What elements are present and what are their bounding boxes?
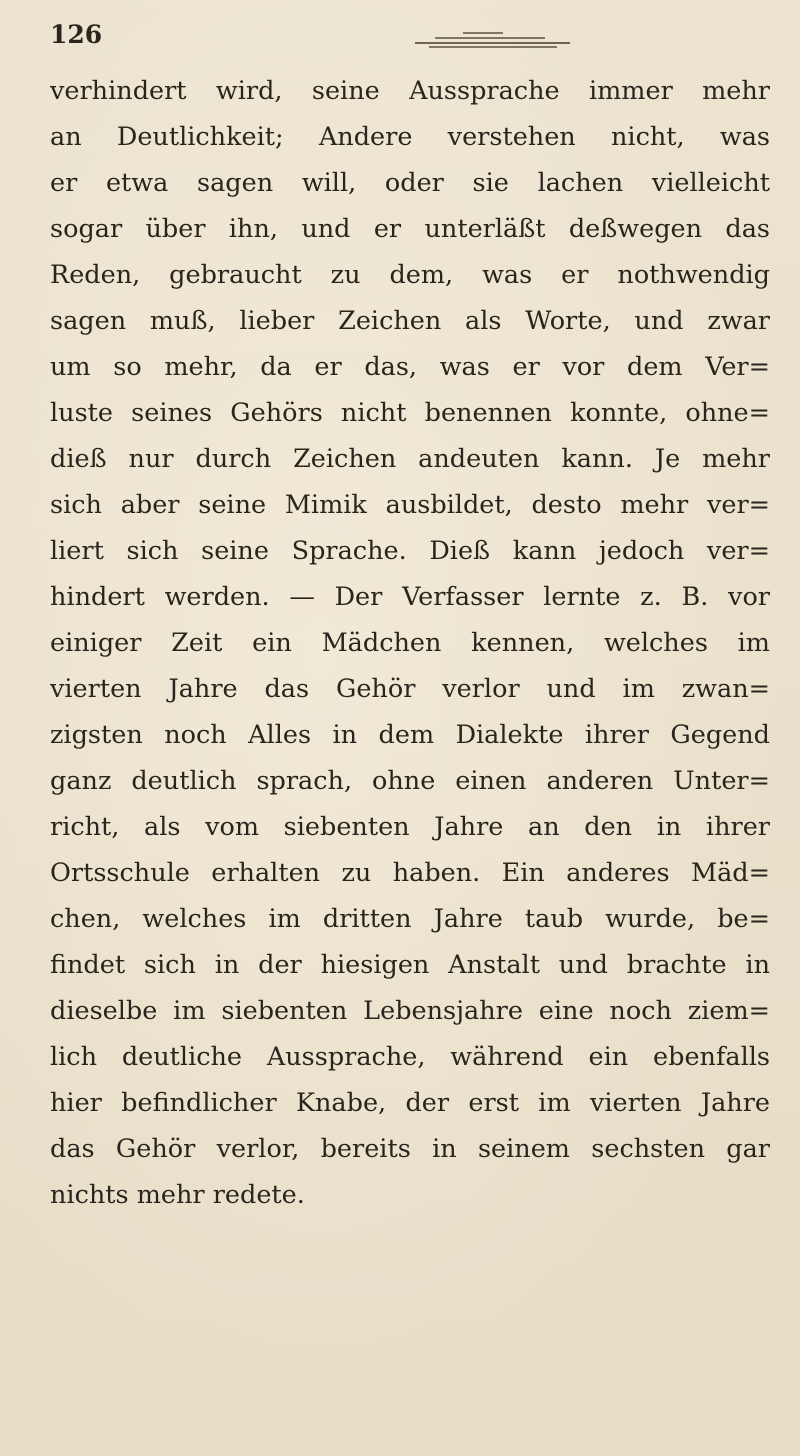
text-line: sagen muß, lieber Zeichen als Worte, und zwar: [50, 306, 770, 336]
text-line: chen, welches im dritten Jahre taub wurde, be=: [50, 904, 770, 934]
text-line: um so mehr, da er das, was er vor dem Ver=: [50, 352, 770, 382]
page-number: 126: [50, 20, 103, 49]
text-line: findet sich in der hiesigen Anstalt und brachte in: [50, 950, 770, 980]
text-line: dieß nur durch Zeichen andeuten kann. Je mehr: [50, 444, 770, 474]
text-line: an Deutlichkeit; Andere verstehen nicht, was: [50, 122, 770, 152]
text-line: vierten Jahre das Gehör verlor und im zwan=: [50, 674, 770, 704]
text-line: dieselbe im siebenten Lebensjahre eine noch ziem=: [50, 996, 770, 1026]
text-line: hier befindlicher Knabe, der erst im vierten Jahre: [50, 1088, 770, 1118]
text-line: er etwa sagen will, oder sie lachen vielleicht: [50, 168, 770, 198]
text-line: hindert werden. — Der Verfasser lernte z. B. vor: [50, 582, 770, 612]
header-rule-ornament: [345, 29, 590, 49]
text-line: Ortsschule erhalten zu haben. Ein anderes Mäd=: [50, 858, 770, 888]
text-line: richt, als vom siebenten Jahre an den in ihrer: [50, 812, 770, 842]
text-line: Reden, gebraucht zu dem, was er nothwendig: [50, 260, 770, 290]
text-line: luste seines Gehörs nicht benennen konnte, ohne=: [50, 398, 770, 428]
text-line: zigsten noch Alles in dem Dialekte ihrer Gegend: [50, 720, 770, 750]
text-line: ganz deutlich sprach, ohne einen anderen Unter=: [50, 766, 770, 796]
text-line: sich aber seine Mimik ausbildet, desto mehr ver=: [50, 490, 770, 520]
text-line: sogar über ihn, und er unterläßt deßwegen das: [50, 214, 770, 244]
text-line: lich deutliche Aussprache, während ein ebenfalls: [50, 1042, 770, 1072]
text-line: liert sich seine Sprache. Dieß kann jedoch ver=: [50, 536, 770, 566]
text-line: das Gehör verlor, bereits in seinem sechsten gar: [50, 1134, 770, 1164]
text-line: verhindert wird, seine Aussprache immer mehr: [50, 76, 770, 106]
body-text: [50, 68, 770, 1218]
text-line-final: nichts mehr redete.: [50, 1180, 305, 1210]
text-line: einiger Zeit ein Mädchen kennen, welches im: [50, 628, 770, 658]
